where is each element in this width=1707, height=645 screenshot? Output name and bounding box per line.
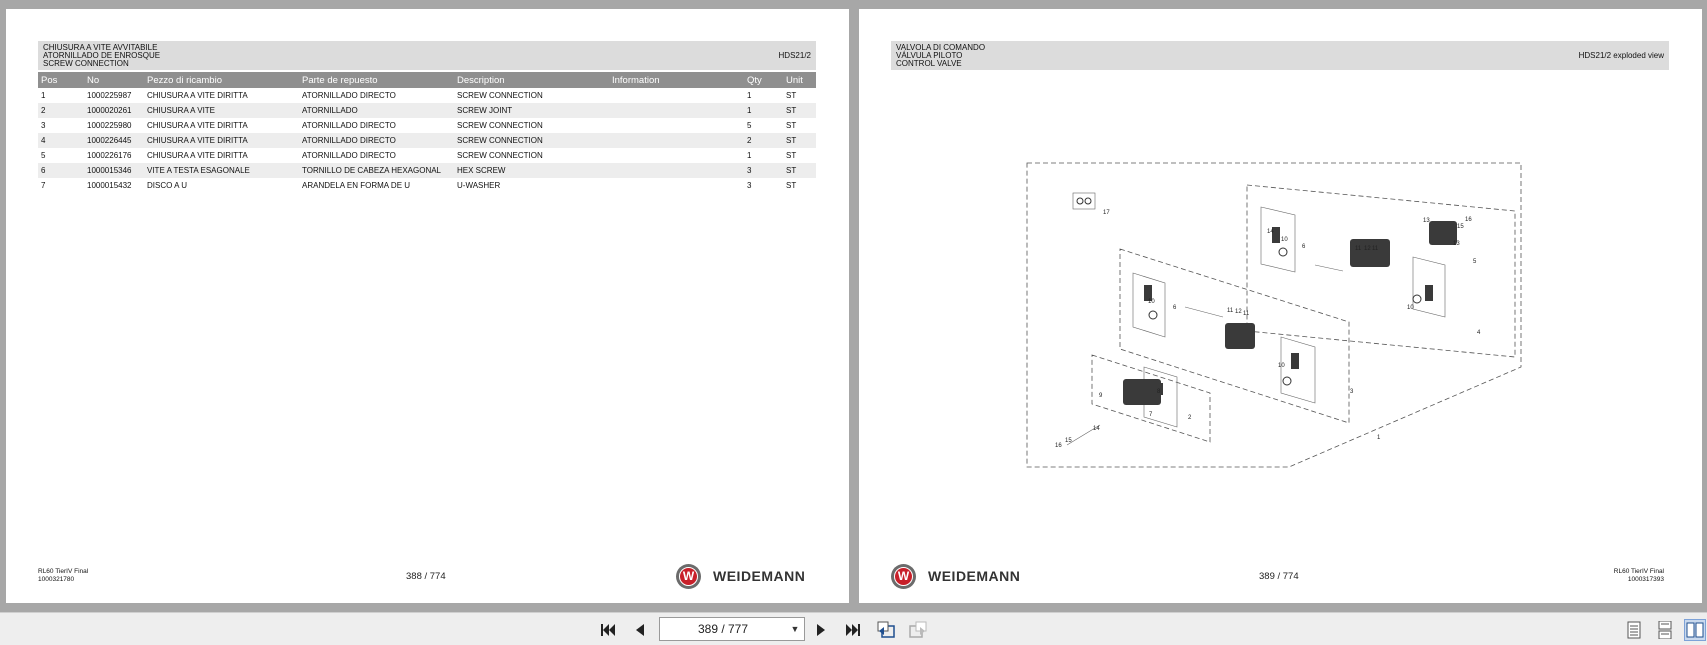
prev-page-icon [633, 622, 647, 638]
cell-no: 1000225987 [87, 91, 132, 100]
last-page-icon [844, 622, 862, 638]
cell-qty: 1 [747, 91, 752, 100]
next-page-icon [814, 622, 828, 638]
page-number: 389 / 774 [1259, 571, 1299, 582]
cell-pos: 3 [41, 121, 46, 130]
callout-label: 5 [1473, 259, 1477, 265]
document-page-right [859, 9, 1702, 603]
cell-pos: 5 [41, 151, 46, 160]
cell-parte: ARANDELA EN FORMA DE U [302, 181, 411, 190]
cell-pezzo: CHIUSURA A VITE DIRITTA [144, 133, 299, 148]
col-header-pezzo: Pezzo di ricambio [144, 72, 299, 88]
cell-information [609, 118, 744, 133]
callout-label: 9 [1099, 393, 1103, 399]
col-header-description: Description [454, 72, 609, 88]
cell-description: SCREW CONNECTION [454, 133, 609, 148]
cell-information [609, 133, 744, 148]
parts-table [38, 72, 816, 193]
last-page-button[interactable] [842, 619, 864, 641]
cell-unit: ST [786, 121, 797, 130]
cell-information [609, 103, 744, 118]
footer-model: RL60 TierIV Final [1613, 568, 1664, 575]
header-line-en: SCREW CONNECTION [43, 59, 129, 68]
callout-label: 11 [1227, 308, 1234, 314]
document-page-left [6, 9, 849, 603]
exploded-view-drawing [1025, 157, 1525, 497]
cell-pezzo: CHIUSURA A VITE DIRITTA [147, 91, 248, 100]
callout-label: 11 [1355, 246, 1362, 252]
col-header-pos: Pos [38, 72, 84, 88]
logo-text: WEIDEMANN [713, 568, 806, 584]
callout-label: 6 [1302, 244, 1306, 250]
callout-label: 1 [1377, 435, 1381, 441]
cell-pos: 4 [38, 133, 84, 148]
header-line-en: CONTROL VALVE [896, 59, 962, 68]
two-page-view-icon [1686, 622, 1704, 638]
callout-label: 10 [1278, 363, 1285, 369]
chevron-down-icon[interactable]: ▼ [790, 624, 800, 634]
cell-pezzo: DISCO A U [147, 181, 188, 190]
logo-text: WEIDEMANN [928, 568, 1021, 584]
cell-pezzo: CHIUSURA A VITE [144, 103, 299, 118]
cell-pos: 6 [38, 163, 84, 178]
cell-parte: ATORNILLADO DIRECTO [302, 91, 396, 100]
continuous-view-button[interactable] [1654, 619, 1676, 641]
logo-mark-icon: W [676, 564, 701, 589]
cell-pos: 7 [41, 181, 46, 190]
cell-description: SCREW CONNECTION [457, 91, 543, 100]
cell-qty: 2 [744, 133, 783, 148]
footer-id: 1000321780 [38, 576, 75, 583]
cell-no: 1000225980 [87, 121, 132, 130]
page-number: 388 / 774 [406, 571, 446, 582]
callout-label: 4 [1477, 330, 1481, 336]
col-header-no: No [84, 72, 144, 88]
footer-model: RL60 TierIV Final [38, 568, 89, 575]
callout-label: 15 [1457, 224, 1464, 230]
callout-label: 2 [1188, 415, 1192, 421]
cell-pos: 2 [38, 103, 84, 118]
callout-label: 3 [1350, 389, 1354, 395]
footer-model-info [38, 568, 88, 584]
cell-parte: ATORNILLADO DIRECTO [302, 151, 396, 160]
cell-pezzo: VITE A TESTA ESAGONALE [144, 163, 299, 178]
cell-pezzo: CHIUSURA A VITE DIRITTA [147, 121, 248, 130]
next-page-button[interactable] [810, 619, 832, 641]
callout-label: 15 [1065, 438, 1072, 444]
two-page-view-button[interactable] [1684, 619, 1706, 641]
cell-pos: 1 [41, 91, 46, 100]
table-row [38, 133, 816, 148]
weidemann-logo [891, 563, 1020, 589]
cell-unit: ST [783, 133, 816, 148]
prev-page-button[interactable] [629, 619, 651, 641]
single-page-view-icon [1627, 621, 1641, 639]
callout-label: 12 [1235, 309, 1242, 315]
header-title-lines [896, 44, 985, 68]
table-row [38, 148, 816, 163]
cell-pezzo: CHIUSURA A VITE DIRITTA [147, 151, 248, 160]
cell-information [609, 178, 744, 193]
table-row [38, 118, 816, 133]
cell-no: 1000015432 [87, 181, 132, 190]
callout-label: 6 [1173, 305, 1177, 311]
cell-unit: ST [786, 91, 797, 100]
cell-unit: ST [783, 103, 816, 118]
cell-description: SCREW CONNECTION [457, 121, 543, 130]
callout-label: 10 [1148, 299, 1155, 305]
callout-label: 10 [1281, 237, 1288, 243]
cell-parte: ATORNILLADO DIRECTO [299, 133, 454, 148]
first-page-icon [599, 622, 617, 638]
back-view-icon [876, 621, 896, 639]
callout-label: 17 [1103, 210, 1110, 216]
callout-label: 10 [1407, 305, 1414, 311]
header-line-it: VALVOLA DI COMANDO [896, 43, 986, 52]
logo-mark-icon: W [891, 564, 916, 589]
cell-qty: 5 [747, 121, 752, 130]
cell-description: SCREW JOINT [454, 103, 609, 118]
callout-label: 11 [1372, 246, 1379, 252]
callout-label: 13 [1453, 241, 1460, 247]
viewer-toolbar [0, 612, 1707, 645]
cell-unit: ST [786, 181, 797, 190]
page-input-value: 389 / 777 [697, 622, 749, 636]
cell-no: 1000015346 [84, 163, 144, 178]
table-row [38, 163, 816, 178]
header-code: HDS21/2 exploded view [1578, 51, 1664, 60]
footer-model-info [1614, 568, 1664, 584]
col-header-unit: Unit [783, 72, 816, 88]
single-page-view-button[interactable] [1623, 619, 1645, 641]
page-input[interactable] [659, 617, 805, 641]
col-header-information: Information [609, 72, 744, 88]
table-header-row [38, 72, 816, 88]
cell-unit: ST [783, 163, 816, 178]
cell-qty: 1 [747, 151, 752, 160]
cell-unit: ST [786, 151, 797, 160]
table-row [38, 178, 816, 193]
cell-qty: 3 [744, 163, 783, 178]
header-title-lines [43, 44, 160, 68]
callout-label: 7 [1149, 412, 1153, 418]
callout-label: 12 [1364, 246, 1371, 252]
header-code: HDS21/2 [778, 51, 811, 60]
callout-label: 8 [1157, 389, 1161, 395]
first-page-button[interactable] [597, 619, 619, 641]
continuous-view-icon [1657, 621, 1673, 639]
callout-label: 14 [1093, 426, 1100, 432]
cell-no: 1000020261 [84, 103, 144, 118]
section-header [38, 41, 816, 70]
col-header-parte: Parte de repuesto [299, 72, 454, 88]
section-header [891, 41, 1669, 70]
cell-parte: ATORNILLADO DIRECTO [302, 121, 396, 130]
cell-parte: ATORNILLADO [299, 103, 454, 118]
forward-view-icon [908, 621, 928, 639]
table-row [38, 88, 816, 103]
back-view-button[interactable] [875, 619, 897, 641]
header-line-it: CHIUSURA A VITE AVVITABILE [43, 43, 158, 52]
header-line-es: VÁLVULA PILOTO [896, 51, 963, 60]
cell-parte: TORNILLO DE CABEZA HEXAGONAL [299, 163, 454, 178]
callout-label: 13 [1423, 218, 1430, 224]
cell-no: 1000226176 [87, 151, 132, 160]
callout-label: 16 [1465, 217, 1472, 223]
cell-information [609, 148, 744, 163]
cell-qty: 1 [744, 103, 783, 118]
callout-label: 11 [1243, 311, 1250, 317]
cell-information [609, 88, 744, 103]
weidemann-logo [676, 563, 805, 589]
callout-label: 16 [1055, 443, 1062, 449]
cell-qty: 3 [747, 181, 752, 190]
cell-description: U-WASHER [457, 181, 501, 190]
footer-id: 1000317393 [1627, 576, 1664, 583]
cell-no: 1000226445 [84, 133, 144, 148]
header-line-es: ATORNILLADO DE ENROSQUE [43, 51, 161, 60]
cell-description: SCREW CONNECTION [457, 151, 543, 160]
cell-information [609, 163, 744, 178]
col-header-qty: Qty [744, 72, 783, 88]
cell-description: HEX SCREW [454, 163, 609, 178]
table-row [38, 103, 816, 118]
callout-label: 14 [1267, 229, 1274, 235]
forward-view-button[interactable] [907, 619, 929, 641]
